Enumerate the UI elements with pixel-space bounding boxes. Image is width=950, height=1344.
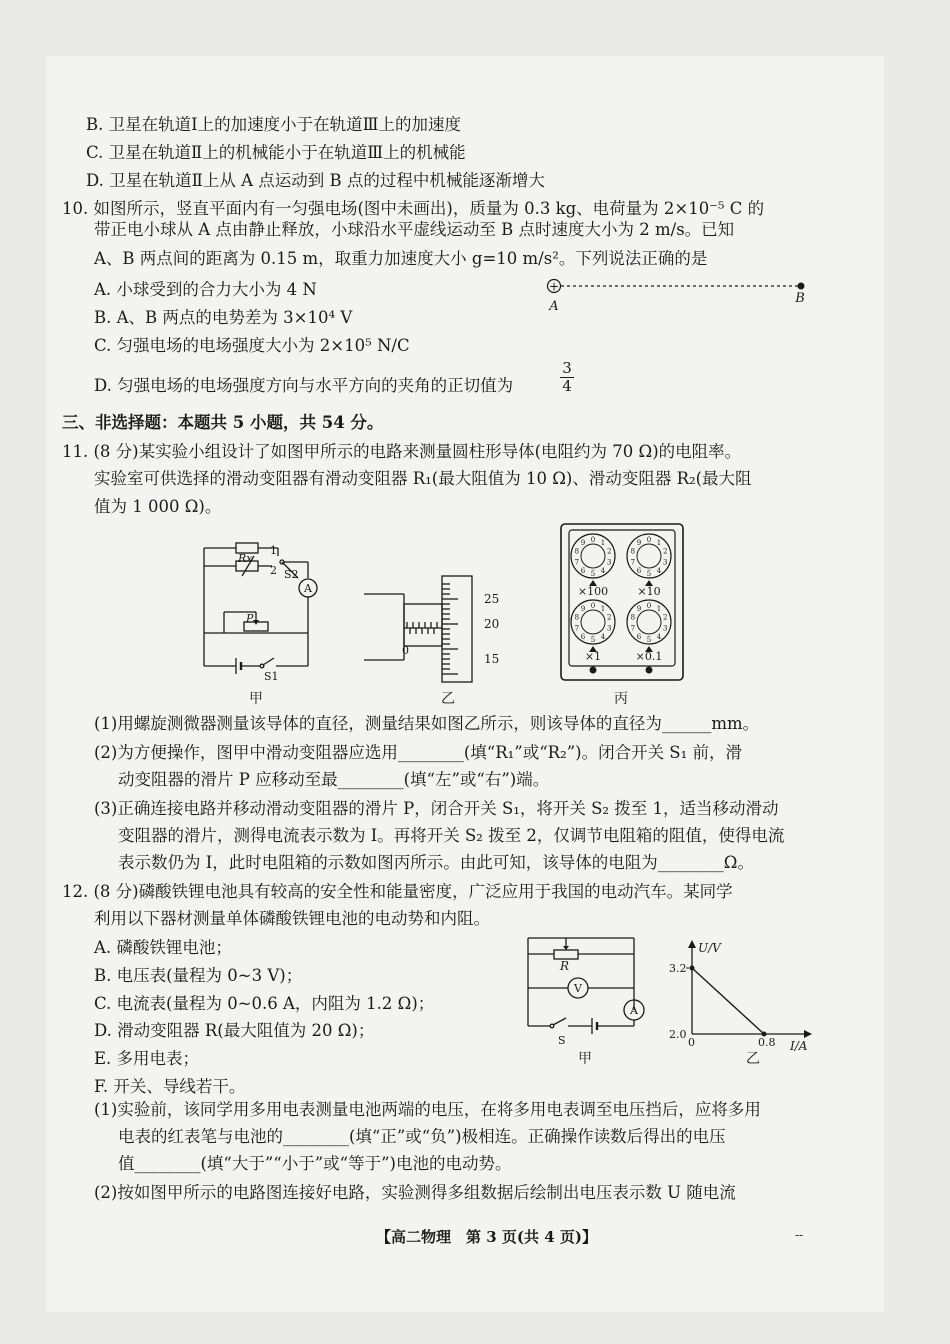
q10-option-a: A. 小球受到的合力大小为 4 N [94, 280, 317, 299]
dial-digit: 4 [656, 566, 662, 575]
voltmeter-label: V [574, 982, 582, 995]
q11-stem-line3: 值为 1 000 Ω)。 [94, 497, 222, 516]
dial-digit: 6 [580, 566, 586, 575]
dial-digit: 1 [600, 539, 606, 548]
resistance-box-figure [559, 522, 685, 682]
dial-digit: 6 [636, 632, 642, 641]
point-a-label: A [549, 299, 559, 314]
dial-hub [637, 544, 661, 568]
dial-digit: 0 [646, 602, 652, 610]
q11-stem-line2: 实验室可供选择的滑动变阻器有滑动变阻器 R₁(最大阻值为 10 Ω)、滑动变阻器 R₂(最大阻 [94, 469, 752, 488]
s2-label: S2 [284, 568, 299, 581]
contact-1-label: 1 [270, 544, 277, 557]
dial-digit: 2 [606, 547, 612, 556]
dial-digit: 8 [630, 547, 636, 556]
q12-item-b: B. 电压表(量程为 0~3 V)； [94, 966, 303, 985]
micrometer-figure [362, 572, 512, 684]
q9-option-b: B. 卫星在轨道Ⅰ上的加速度小于在轨道Ⅲ上的加速度 [86, 115, 462, 134]
switch-s-label: S [558, 1034, 566, 1047]
ammeter-12-label: A [630, 1004, 638, 1017]
q12-item-a: A. 磷酸铁锂电池； [94, 938, 232, 957]
dial-digit: 0 [590, 536, 596, 544]
dial-digit: 1 [656, 605, 662, 614]
dial-digit: 3 [662, 624, 668, 633]
rheostat-r [554, 950, 578, 959]
u-i-graph [668, 938, 818, 1054]
dial-multiplier-x100: ×100 [577, 585, 609, 598]
y-tick-2.0: 2.0 [669, 1028, 687, 1041]
point-b-label: B [795, 291, 805, 306]
sleeve-zero-label: 0 [402, 644, 409, 657]
q12-item-d: D. 滑动变阻器 R(最大阻值为 20 Ω)； [94, 1021, 375, 1040]
y-axis-arrow [688, 940, 696, 948]
dial-digit: 5 [590, 636, 596, 644]
q12-item-f: F. 开关、导线若干。 [94, 1077, 246, 1096]
x-tick-0.8: 0.8 [758, 1036, 776, 1049]
q9-option-c: C. 卫星在轨道Ⅱ上的机械能小于在轨道Ⅲ上的机械能 [86, 143, 466, 162]
q11-part-2-line1: (2)为方便操作，图甲中滑动变阻器应选用________(填“R₁”或“R₂”)。闭合开关 S₁ 前，滑 [94, 743, 742, 762]
x-axis-arrow [804, 1030, 812, 1038]
q11-part-2-line2: 动变阻器的滑片 P 应移动至最________(填“左”或“右”)端。 [118, 770, 550, 789]
switch-s1-blade [263, 658, 274, 665]
dial-digit: 1 [656, 539, 662, 548]
slider-p-label: P [246, 612, 254, 625]
dial-digit: 8 [574, 547, 580, 556]
terminal-left [590, 667, 597, 674]
dial-digit: 8 [574, 613, 580, 622]
y-tick-3.2: 3.2 [669, 962, 687, 975]
dial-digit: 0 [646, 536, 652, 544]
q11-part-3-line3: 表示数仍为 I，此时电阻箱的示数如图丙所示。由此可知，该导体的电阻为________Ω。 [118, 853, 754, 872]
q10-stem-line3: A、B 两点间的距离为 0.15 m，取重力加速度大小 g=10 m/s²。下列说法正确的是 [94, 249, 708, 268]
q12-part-1-line2: 电表的红表笔与电池的________(填“正”或“负”)极相连。正确操作读数后得出的电压 [118, 1127, 726, 1146]
dial-digit: 9 [580, 539, 586, 548]
micrometer-sleeve [404, 604, 442, 646]
u-i-line [692, 968, 764, 1034]
dial-digit: 5 [646, 636, 652, 644]
fig-12a-caption: 甲 [578, 1051, 592, 1067]
dial-digit: 2 [662, 547, 668, 556]
dial-digit: 9 [636, 605, 642, 614]
fig-11c-caption: 丙 [614, 691, 628, 707]
dial-digit: 4 [600, 566, 606, 575]
dial-hub [581, 544, 605, 568]
y-axis-label: U/V [698, 941, 721, 955]
q10-option-b: B. A、B 两点的电势差为 3×10⁴ V [94, 308, 353, 327]
s1-label: S1 [264, 670, 279, 683]
q10-stem-line2: 带正电小球从 A 点由静止释放，小球沿水平虚线运动至 B 点时速度大小为 2 m/s。已知 [94, 220, 735, 239]
contact-2-label: 2 [270, 564, 277, 577]
plus-sign: + [548, 279, 560, 294]
dial-multiplier-x1: ×1 [584, 650, 602, 663]
q11-circuit-figure [190, 534, 330, 684]
q9-option-d: D. 卫星在轨道Ⅱ上从 A 点运动到 B 点的过程中机械能逐渐增大 [86, 171, 545, 190]
q12-part-1-line1: (1)实验前，该同学用多用电表测量电池两端的电压，在将多用电表调至电压挡后，应将多用 [94, 1100, 761, 1119]
point-b-dot [798, 283, 805, 290]
dial-digit: 2 [606, 613, 612, 622]
dial-digit: 7 [574, 558, 580, 567]
q11-part-3-line2: 变阻器的滑片，测得电流表示数为 I。再将开关 S₂ 拨至 2，仅调节电阻箱的阻值，使得电流 [118, 826, 785, 845]
q12-stem-line1: 12. (8 分)磷酸铁锂电池具有较高的安全性和能量密度，广泛应用于我国的电动汽车。某同学 [62, 882, 733, 901]
x-origin-label: 0 [688, 1036, 695, 1049]
dial-digit: 7 [630, 624, 636, 633]
dial-digit: 3 [606, 558, 612, 567]
terminal-right [646, 667, 653, 674]
q12-circuit-figure [518, 930, 658, 1064]
exam-page [46, 56, 884, 1312]
fig-11b-caption: 乙 [441, 691, 455, 707]
q12-item-e: E. 多用电表； [94, 1049, 200, 1068]
q11-part-1: (1)用螺旋测微器测量该导体的直径，测量结果如图乙所示，则该导体的直径为______mm。 [94, 714, 760, 733]
r-label: R [560, 959, 570, 973]
dial-digit: 4 [600, 632, 606, 641]
dial-digit: 9 [636, 539, 642, 548]
q11-stem-line1: 11. (8 分)某实验小组设计了如图甲所示的电路来测量圆柱形导体(电阻约为 70 Ω)的电阻率。 [62, 442, 742, 461]
thimble-tick-20: 20 [484, 617, 500, 631]
x-axis-label: I/A [790, 1039, 808, 1053]
dial-digit: 5 [646, 570, 652, 578]
footer-mark: -- [795, 1228, 804, 1242]
thimble-tick-25: 25 [484, 592, 500, 606]
dial-digit: 6 [636, 566, 642, 575]
q11-part-3-line1: (3)正确连接电路并移动滑动变阻器的滑片 P，闭合开关 S₁，将开关 S₂ 拨至 1，适当移动滑动 [94, 799, 779, 818]
dial-digit: 4 [656, 632, 662, 641]
q12-part-1-line3: 值________(填“大于”“小于”或“等于”)电池的电动势。 [118, 1154, 512, 1173]
dial-multiplier-x0.1: ×0.1 [635, 650, 663, 663]
dial-digit: 8 [630, 613, 636, 622]
switch-s-blade [553, 1018, 566, 1025]
q12-item-c: C. 电流表(量程为 0~0.6 A，内阻为 1.2 Ω)； [94, 994, 435, 1013]
dial-digit: 1 [600, 605, 606, 614]
q12-part-2-line1: (2)按如图甲所示的电路图连接好电路，实验测得多组数据后绘制出电压表示数 U 随电流 [94, 1183, 736, 1202]
dial-digit: 6 [580, 632, 586, 641]
fraction-denominator: 4 [562, 377, 572, 395]
dial-digit: 0 [590, 602, 596, 610]
dial-digit: 3 [662, 558, 668, 567]
dial-digit: 2 [662, 613, 668, 622]
dial-digit: 5 [590, 570, 596, 578]
dial-hub [581, 610, 605, 634]
q10-option-c: C. 匀强电场的电场强度大小为 2×10⁵ N/C [94, 336, 410, 355]
dial-multiplier-x10: ×10 [637, 585, 661, 598]
fraction-numerator: 3 [560, 360, 574, 378]
q10-option-d-fraction [560, 360, 574, 395]
page-footer: 【高二物理 第 3 页(共 4 页)】 [376, 1228, 597, 1246]
dial-digit: 7 [630, 558, 636, 567]
ammeter-label: A [304, 582, 312, 595]
rx-label: Rx [238, 552, 253, 565]
section-3-heading: 三、非选择题：本题共 5 小题，共 54 分。 [62, 413, 384, 432]
data-point-start [690, 966, 695, 971]
dial-hub [637, 610, 661, 634]
thimble-tick-15: 15 [484, 652, 500, 666]
q12-stem-line2: 利用以下器材测量单体磷酸铁锂电池的电动势和内阻。 [94, 909, 490, 928]
dial-digit: 9 [580, 605, 586, 614]
dial-digit: 7 [574, 624, 580, 633]
q10-figure [540, 274, 820, 314]
q10-stem-line1: 10. 如图所示，竖直平面内有一匀强电场(图中未画出)，质量为 0.3 kg、电荷量为 2×10⁻⁵ C 的 [62, 199, 765, 218]
fig-12b-caption: 乙 [746, 1051, 760, 1067]
q10-option-d: D. 匀强电场的电场强度方向与水平方向的夹角的正切值为 [94, 376, 514, 395]
fig-11a-caption: 甲 [249, 691, 263, 707]
dial-digit: 3 [606, 624, 612, 633]
